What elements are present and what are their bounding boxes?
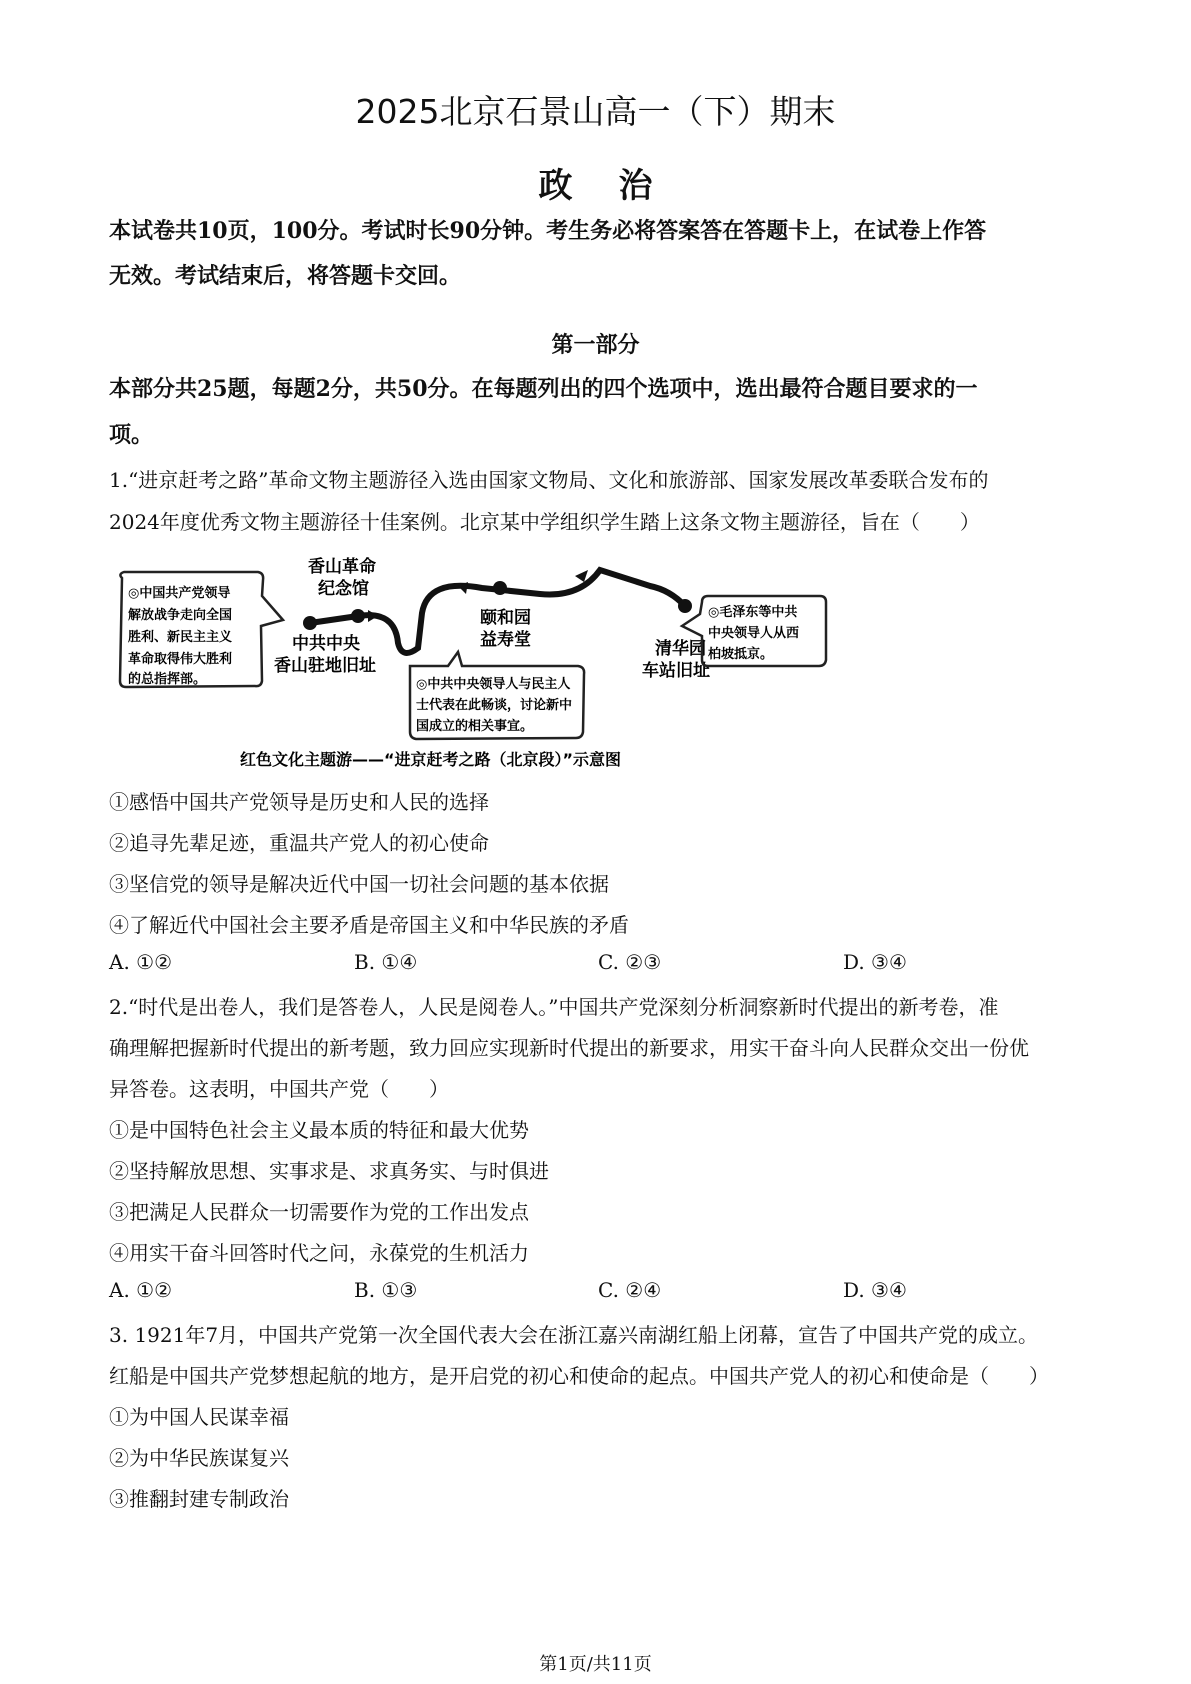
label-yiheyuan-2: 益寿堂: [480, 630, 531, 650]
route-diagram: [110, 548, 870, 778]
q3-item-1: ①为中国人民谋幸福: [109, 1405, 289, 1429]
left-box-line-5: 的总指挥部。: [128, 672, 207, 687]
left-box-line-1: ◎中国共产党领导: [128, 586, 231, 601]
label-zhonggong-2: 香山驻地旧址: [274, 656, 376, 676]
label-xiangshan-2: 纪念馆: [318, 579, 369, 599]
stop-zhonggong-dot: [303, 616, 317, 630]
left-box-line-2: 解放战争走向全国: [128, 608, 233, 623]
q1-item-4: ④了解近代中国社会主要矛盾是帝国主义和中华民族的矛盾: [109, 913, 629, 937]
mid-box-line-2: 士代表在此畅谈，讨论新中: [416, 698, 573, 713]
stop-qinghua-dot: [678, 599, 692, 613]
q3-stem-line-1: 3. 1921年7月，中国共产党第一次全国代表大会在浙江嘉兴南湖红船上闭幕，宣告了中国共产党的成立。: [109, 1323, 1039, 1347]
label-xiangshan-1: 香山革命: [308, 557, 376, 577]
q1-stem-line-2: 2024年度优秀文物主题游径十佳案例。北京某中学组织学生踏上这条文物主题游径，旨在（ ）: [109, 510, 980, 534]
q2-item-3: ③把满足人民群众一切需要作为党的工作出发点: [109, 1200, 529, 1224]
right-box-line-2: 中央领导人从西: [708, 626, 800, 641]
part-heading: 第一部分: [551, 332, 640, 358]
q2-stem-line-3: 异答卷。这表明，中国共产党（ ）: [109, 1077, 449, 1101]
q1-option-d: D. ③④: [843, 950, 907, 974]
q2-option-c: C. ②④: [598, 1278, 662, 1302]
subject-title: 政治: [538, 166, 699, 206]
intro-line-1: 本试卷共10页，100分。考试时长90分钟。考生务必将答案答在答题卡上，在试卷上作答: [109, 218, 987, 244]
exam-title: 2025北京石景山高一（下）期末: [355, 92, 836, 131]
route-arrow-1: [368, 610, 378, 622]
mid-box-line-3: 国成立的相关事宜。: [416, 719, 534, 734]
q2-option-d: D. ③④: [843, 1278, 907, 1302]
route-arrow-3: [575, 570, 588, 582]
q1-stem-line-1: 1.“进京赶考之路”革命文物主题游径入选由国家文物局、文化和旅游部、国家发展改革委联合发布的: [109, 468, 989, 492]
q3-item-2: ②为中华民族谋复兴: [109, 1446, 289, 1470]
q1-item-1: ①感悟中国共产党领导是历史和人民的选择: [109, 790, 489, 814]
q2-item-1: ①是中国特色社会主义最本质的特征和最大优势: [109, 1118, 529, 1142]
q1-option-a: A. ①②: [109, 950, 173, 974]
stop-yiheyuan-dot: [493, 581, 507, 595]
q2-item-2: ②坚持解放思想、实事求是、求真务实、与时俱进: [109, 1159, 549, 1183]
q2-item-4: ④用实干奋斗回答时代之问，永葆党的生机活力: [109, 1241, 529, 1265]
left-box-line-4: 革命取得伟大胜利: [128, 652, 233, 667]
q1-item-2: ②追寻先辈足迹，重温共产党人的初心使命: [109, 831, 489, 855]
part-instruction-2: 项。: [109, 422, 154, 448]
label-qinghua-1: 清华园: [655, 639, 706, 659]
part-instruction-1: 本部分共25题，每题2分，共50分。在每题列出的四个选项中，选出最符合题目要求的一: [109, 376, 978, 402]
right-box-line-1: ◎毛泽东等中共: [708, 605, 798, 620]
q2-stem-line-1: 2.“时代是出卷人，我们是答卷人，人民是阅卷人。”中国共产党深刻分析洞察新时代提出的新考卷，准: [109, 995, 999, 1019]
mid-box-line-1: ◎中共中央领导人与民主人: [416, 677, 571, 692]
stop-xiangshan-dot: [351, 609, 365, 623]
page-footer: 第1页/共11页: [539, 1654, 652, 1675]
q3-item-3: ③推翻封建专制政治: [109, 1487, 289, 1511]
q1-option-b: B. ①④: [354, 950, 418, 974]
q1-item-3: ③坚信党的领导是解决近代中国一切社会问题的基本依据: [109, 872, 609, 896]
label-zhonggong-1: 中共中央: [292, 634, 360, 654]
label-yiheyuan-1: 颐和园: [480, 608, 531, 628]
figure-caption: 红色文化主题游——“进京赶考之路（北京段）”示意图: [240, 750, 622, 769]
intro-line-2: 无效。考试结束后，将答题卡交回。: [109, 263, 462, 289]
q3-stem-line-2: 红船是中国共产党梦想起航的地方，是开启党的初心和使命的起点。中国共产党人的初心和使命是（ ）: [109, 1364, 1049, 1388]
q2-stem-line-2: 确理解把握新时代提出的新考题，致力回应实现新时代提出的新要求，用实干奋斗向人民群众交出一份优: [109, 1036, 1029, 1060]
q2-option-a: A. ①②: [109, 1278, 173, 1302]
q1-option-c: C. ②③: [598, 950, 662, 974]
left-box-line-3: 胜利、新民主主义: [128, 630, 233, 645]
right-box-line-3: 柏坡抵京。: [708, 647, 774, 662]
label-qinghua-2: 车站旧址: [642, 661, 710, 681]
q2-option-b: B. ①③: [354, 1278, 418, 1302]
